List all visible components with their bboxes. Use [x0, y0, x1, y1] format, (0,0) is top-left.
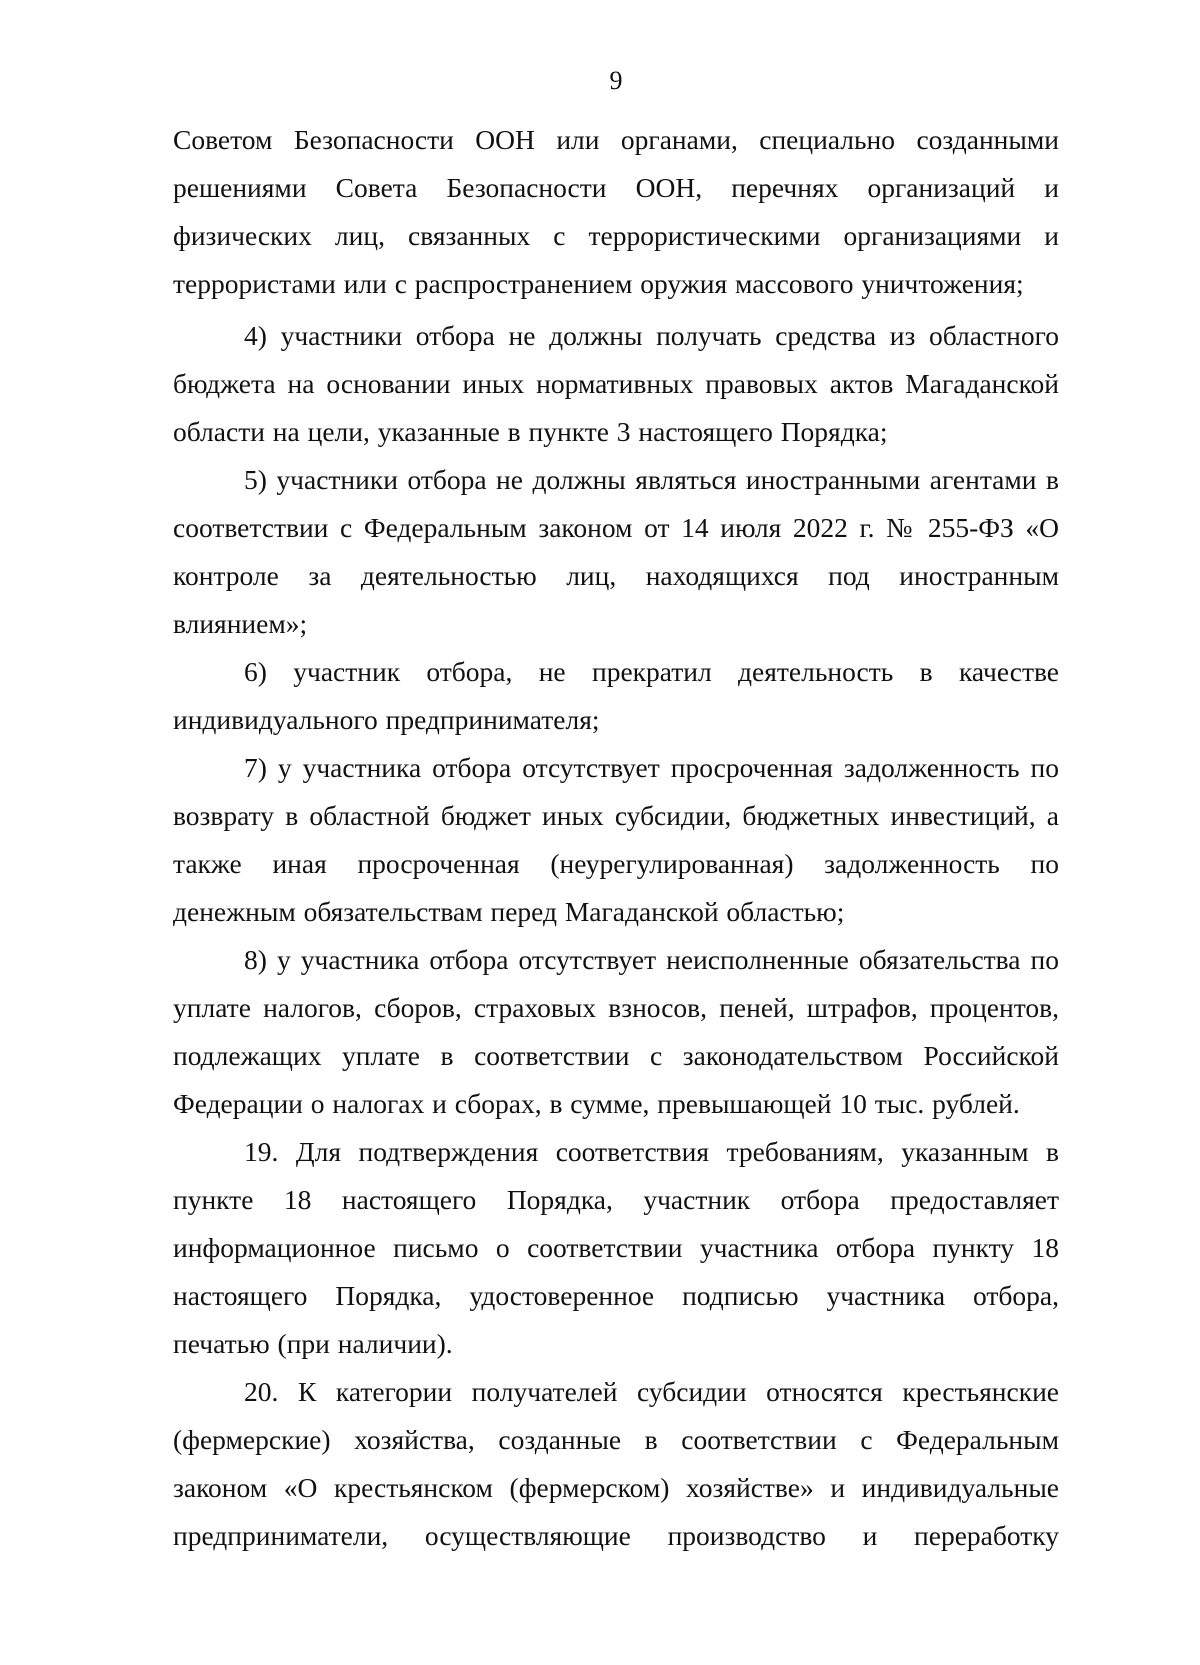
paragraph-item-7: 7) у участника отбора отсутствует просроченная задолженность по возврату в областной бюджет иных субсидии, бюджетных инвестиций, а также иная просроченная (неурегулированная) задолженность по денежным обязательствам перед Магаданской областью; [173, 752, 1059, 927]
paragraph-continuation: Советом Безопасности ООН или органами, специально созданными решениями Совета Безопасности ООН, перечнях организаций и физических лиц, связанных с террористическими организациями и террористами или с распространением оружия массового уничтожения; [173, 124, 1059, 299]
paragraph-item-8: 8) у участника отбора отсутствует неисполненные обязательства по уплате налогов, сборов, страховых взносов, пеней, штрафов, процентов, подлежащих уплате в соответствии с законодательством Российской Федерации о налогах и сборах, в сумме, превышающей 10 тыс. рублей. [173, 944, 1059, 1119]
paragraph-item-6: 6) участник отбора, не прекратил деятельность в качестве индивидуального предпринимателя; [173, 656, 1059, 735]
paragraph-clause-19: 19. Для подтверждения соответствия требованиям, указанным в пункте 18 настоящего Порядка, участник отбора предоставляет информационное письмо о соответствии участника отбора пункту 18 настоящего Порядка, удостоверенное подписью участника отбора, печатью (при наличии). [173, 1136, 1059, 1359]
paragraph-item-4: 4) участники отбора не должны получать средства из областного бюджета на основании иных нормативных правовых актов Магаданской области на цели, указанные в пункте 3 настоящего Порядка; [173, 320, 1059, 447]
paragraph-item-5: 5) участники отбора не должны являться иностранными агентами в соответствии с Федеральным законом от 14 июля 2022 г. № 255-ФЗ «О контроле за деятельностью лиц, находящихся под иностранным влиянием»; [173, 464, 1059, 639]
paragraph-clause-20: 20. К категории получателей субсидии относятся крестьянские (фермерские) хозяйства, созданные в соответствии с Федеральным законом «О крестьянском (фермерском) хозяйстве» и индивидуальные предприниматели, осуществляющие производство и переработку [173, 1376, 1059, 1551]
document-body [173, 116, 1059, 1560]
page-number: 9 [609, 66, 623, 95]
